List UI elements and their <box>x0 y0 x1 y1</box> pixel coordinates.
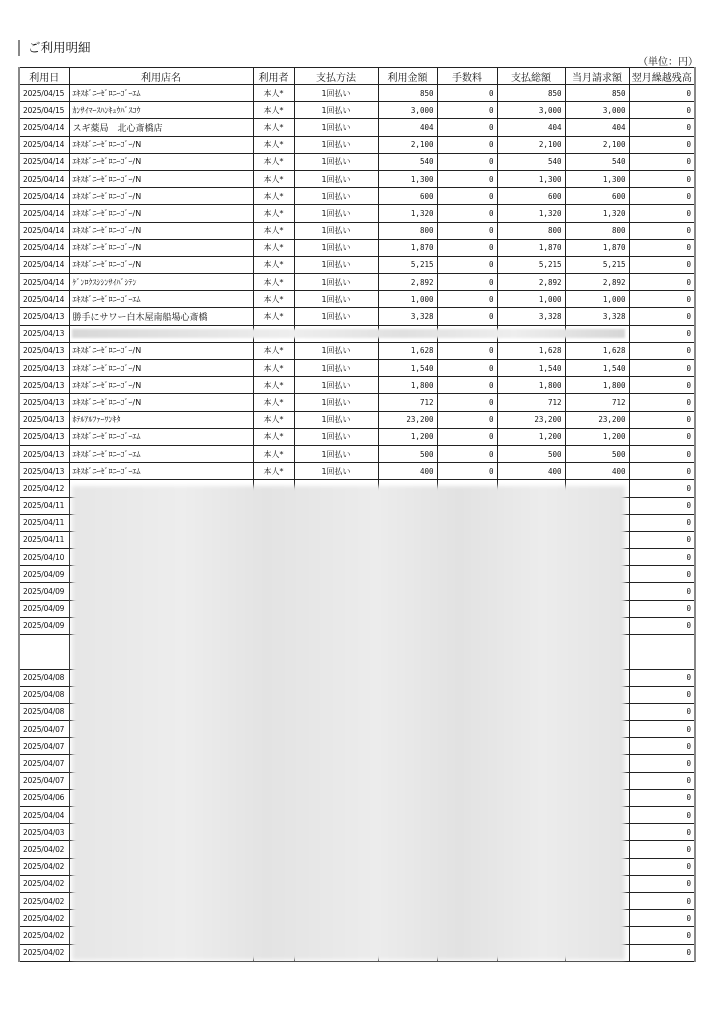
cell-total: 400 <box>497 463 565 480</box>
cell-user: 本人* <box>253 428 294 445</box>
cell-total: 1,628 <box>497 342 565 359</box>
cell-carryover: 0 <box>629 514 695 531</box>
cell-carryover: 0 <box>629 566 695 583</box>
cell-user: 本人* <box>253 256 294 273</box>
cell-fee: 0 <box>437 222 497 239</box>
cell-payment-method: 1回払い <box>294 102 378 119</box>
cell-date: 2025/04/02 <box>19 927 69 944</box>
cell-amount: 600 <box>378 188 437 205</box>
cell-date: 2025/04/13 <box>19 411 69 428</box>
cell-carryover: 0 <box>629 308 695 325</box>
cell-carryover: 0 <box>629 377 695 394</box>
cell-amount: 23,200 <box>378 411 437 428</box>
cell-billing: 540 <box>565 153 629 170</box>
cell-fee: 0 <box>437 205 497 222</box>
cell-date: 2025/04/14 <box>19 170 69 187</box>
cell-total: 3,000 <box>497 102 565 119</box>
header-payment-method: 支払方法 <box>294 68 378 85</box>
cell-date: 2025/04/04 <box>19 807 69 824</box>
cell-carryover: 0 <box>629 617 695 634</box>
cell-carryover: 0 <box>629 153 695 170</box>
cell-carryover: 0 <box>629 910 695 927</box>
cell-carryover: 0 <box>629 583 695 600</box>
cell-store: ｴｷｽﾎﾞﾆｰｾﾞﾛﾆｰｺﾞｰ/N <box>69 205 253 222</box>
cell-date: 2025/04/15 <box>19 102 69 119</box>
cell-date: 2025/04/15 <box>19 85 69 102</box>
cell-date: 2025/04/03 <box>19 824 69 841</box>
cell-date: 2025/04/07 <box>19 721 69 738</box>
cell-amount: 1,200 <box>378 428 437 445</box>
cell-billing: 5,215 <box>565 256 629 273</box>
cell-user: 本人* <box>253 170 294 187</box>
cell-fee: 0 <box>437 445 497 462</box>
cell-billing: 1,200 <box>565 428 629 445</box>
cell-total: 800 <box>497 222 565 239</box>
cell-billing: 2,100 <box>565 136 629 153</box>
table-row <box>19 85 695 102</box>
cell-total: 3,328 <box>497 308 565 325</box>
cell-payment-method: 1回払い <box>294 153 378 170</box>
cell-billing: 1,320 <box>565 205 629 222</box>
cell-store: ｴｷｽﾎﾞﾆｰｾﾞﾛﾆｰｺﾞｰｴﾑ <box>69 463 253 480</box>
cell-user: 本人* <box>253 222 294 239</box>
cell-billing: 1,540 <box>565 360 629 377</box>
cell-total: 600 <box>497 188 565 205</box>
cell-user: 本人* <box>253 463 294 480</box>
redacted-area <box>72 329 625 338</box>
header-date: 利用日 <box>19 68 69 85</box>
cell-total: 1,320 <box>497 205 565 222</box>
cell-fee: 0 <box>437 377 497 394</box>
cell-amount: 1,300 <box>378 170 437 187</box>
cell-payment-method: 1回払い <box>294 394 378 411</box>
cell-date: 2025/04/02 <box>19 858 69 875</box>
cell-store: ｴｷｽﾎﾞﾆｰｾﾞﾛﾆｰｺﾞｰ/N <box>69 256 253 273</box>
table-row <box>19 377 695 394</box>
cell-payment-method: 1回払い <box>294 85 378 102</box>
cell-date: 2025/04/02 <box>19 875 69 892</box>
cell-date: 2025/04/02 <box>19 841 69 858</box>
cell-carryover <box>629 635 695 670</box>
cell-carryover: 0 <box>629 824 695 841</box>
cell-carryover: 0 <box>629 205 695 222</box>
cell-fee: 0 <box>437 308 497 325</box>
cell-date: 2025/04/13 <box>19 394 69 411</box>
table-row <box>19 205 695 222</box>
cell-date: 2025/04/09 <box>19 566 69 583</box>
cell-user: 本人* <box>253 377 294 394</box>
cell-billing: 712 <box>565 394 629 411</box>
cell-total: 404 <box>497 119 565 136</box>
cell-amount: 1,000 <box>378 291 437 308</box>
cell-date: 2025/04/13 <box>19 308 69 325</box>
table-row <box>19 360 695 377</box>
cell-carryover: 0 <box>629 497 695 514</box>
cell-fee: 0 <box>437 291 497 308</box>
header-billing: 当月請求額 <box>565 68 629 85</box>
cell-carryover: 0 <box>629 669 695 686</box>
cell-billing: 1,870 <box>565 239 629 256</box>
cell-amount: 712 <box>378 394 437 411</box>
cell-amount: 1,870 <box>378 239 437 256</box>
redacted-area <box>72 486 625 960</box>
cell-total: 1,800 <box>497 377 565 394</box>
cell-carryover: 0 <box>629 807 695 824</box>
table-row <box>19 274 695 291</box>
cell-store: ﾎﾃﾙｱﾙﾌｧｰﾜﾝｷﾀ <box>69 411 253 428</box>
cell-amount: 2,100 <box>378 136 437 153</box>
cell-fee: 0 <box>437 119 497 136</box>
cell-billing: 2,892 <box>565 274 629 291</box>
cell-fee: 0 <box>437 239 497 256</box>
cell-billing: 500 <box>565 445 629 462</box>
cell-date: 2025/04/02 <box>19 944 69 961</box>
cell-carryover: 0 <box>629 841 695 858</box>
cell-carryover: 0 <box>629 411 695 428</box>
cell-date: 2025/04/13 <box>19 342 69 359</box>
cell-billing: 1,628 <box>565 342 629 359</box>
cell-carryover: 0 <box>629 102 695 119</box>
cell-fee: 0 <box>437 411 497 428</box>
cell-user: 本人* <box>253 153 294 170</box>
cell-amount: 850 <box>378 85 437 102</box>
cell-fee: 0 <box>437 394 497 411</box>
cell-total: 850 <box>497 85 565 102</box>
cell-total: 1,000 <box>497 291 565 308</box>
cell-amount: 400 <box>378 463 437 480</box>
cell-user: 本人* <box>253 308 294 325</box>
cell-store: ｴｷｽﾎﾞﾆｰｾﾞﾛﾆｰｺﾞｰｴﾑ <box>69 85 253 102</box>
cell-user: 本人* <box>253 291 294 308</box>
cell-date: 2025/04/07 <box>19 755 69 772</box>
cell-fee: 0 <box>437 274 497 291</box>
cell-payment-method: 1回払い <box>294 256 378 273</box>
cell-date: 2025/04/14 <box>19 119 69 136</box>
cell-store: ｴｷｽﾎﾞﾆｰｾﾞﾛﾆｰｺﾞｰｴﾑ <box>69 428 253 445</box>
cell-total: 540 <box>497 153 565 170</box>
cell-carryover: 0 <box>629 274 695 291</box>
cell-carryover: 0 <box>629 755 695 772</box>
cell-payment-method: 1回払い <box>294 377 378 394</box>
cell-fee: 0 <box>437 102 497 119</box>
cell-carryover: 0 <box>629 789 695 806</box>
cell-store: ｴｷｽﾎﾞﾆｰｾﾞﾛﾆｰｺﾞｰ/N <box>69 136 253 153</box>
cell-fee: 0 <box>437 256 497 273</box>
cell-amount: 1,628 <box>378 342 437 359</box>
cell-date: 2025/04/08 <box>19 703 69 720</box>
cell-store: ｴｷｽﾎﾞﾆｰｾﾞﾛﾆｰｺﾞｰ/N <box>69 342 253 359</box>
cell-payment-method: 1回払い <box>294 274 378 291</box>
cell-carryover: 0 <box>629 721 695 738</box>
cell-carryover: 0 <box>629 445 695 462</box>
cell-amount: 3,000 <box>378 102 437 119</box>
cell-user: 本人* <box>253 136 294 153</box>
cell-store: ｴｷｽﾎﾞﾆｰｾﾞﾛﾆｰｺﾞｰ/N <box>69 222 253 239</box>
cell-fee: 0 <box>437 153 497 170</box>
cell-payment-method: 1回払い <box>294 428 378 445</box>
table-row <box>19 119 695 136</box>
header-amount: 利用金額 <box>378 68 437 85</box>
table-row <box>19 308 695 325</box>
cell-billing: 23,200 <box>565 411 629 428</box>
cell-date: 2025/04/11 <box>19 531 69 548</box>
cell-date: 2025/04/08 <box>19 669 69 686</box>
cell-billing: 404 <box>565 119 629 136</box>
cell-carryover: 0 <box>629 325 695 342</box>
cell-billing: 1,300 <box>565 170 629 187</box>
cell-total: 1,540 <box>497 360 565 377</box>
cell-total: 1,870 <box>497 239 565 256</box>
cell-date: 2025/04/07 <box>19 738 69 755</box>
cell-store: 勝手にサワー白木屋南船場心斎橋 <box>69 308 253 325</box>
cell-amount: 500 <box>378 445 437 462</box>
cell-payment-method: 1回払い <box>294 119 378 136</box>
header-user: 利用者 <box>253 68 294 85</box>
cell-user: 本人* <box>253 239 294 256</box>
unit-label: （単位：円） <box>638 57 698 68</box>
table-row <box>19 102 695 119</box>
cell-fee: 0 <box>437 85 497 102</box>
table-row <box>19 222 695 239</box>
cell-amount: 3,328 <box>378 308 437 325</box>
cell-user: 本人* <box>253 188 294 205</box>
cell-user: 本人* <box>253 411 294 428</box>
cell-total: 2,100 <box>497 136 565 153</box>
cell-date: 2025/04/13 <box>19 377 69 394</box>
cell-payment-method: 1回払い <box>294 308 378 325</box>
cell-fee: 0 <box>437 188 497 205</box>
cell-fee: 0 <box>437 463 497 480</box>
cell-billing: 800 <box>565 222 629 239</box>
table-row <box>19 136 695 153</box>
cell-date: 2025/04/14 <box>19 256 69 273</box>
cell-total: 5,215 <box>497 256 565 273</box>
cell-carryover: 0 <box>629 549 695 566</box>
cell-carryover: 0 <box>629 772 695 789</box>
cell-date: 2025/04/09 <box>19 583 69 600</box>
cell-carryover: 0 <box>629 892 695 909</box>
cell-fee: 0 <box>437 428 497 445</box>
cell-fee: 0 <box>437 360 497 377</box>
cell-date: 2025/04/13 <box>19 428 69 445</box>
cell-total: 23,200 <box>497 411 565 428</box>
cell-payment-method: 1回払い <box>294 445 378 462</box>
cell-fee: 0 <box>437 170 497 187</box>
cell-store: ｴｷｽﾎﾞﾆｰｾﾞﾛﾆｰｺﾞｰ/N <box>69 394 253 411</box>
cell-carryover: 0 <box>629 858 695 875</box>
cell-total: 1,200 <box>497 428 565 445</box>
cell-date: 2025/04/14 <box>19 291 69 308</box>
table-row <box>19 188 695 205</box>
cell-billing: 1,800 <box>565 377 629 394</box>
cell-date: 2025/04/14 <box>19 136 69 153</box>
cell-carryover: 0 <box>629 428 695 445</box>
cell-user: 本人* <box>253 102 294 119</box>
cell-user: 本人* <box>253 394 294 411</box>
cell-amount: 1,540 <box>378 360 437 377</box>
cell-date <box>19 635 69 670</box>
cell-payment-method: 1回払い <box>294 136 378 153</box>
cell-date: 2025/04/14 <box>19 222 69 239</box>
cell-date: 2025/04/02 <box>19 910 69 927</box>
cell-carryover: 0 <box>629 944 695 961</box>
cell-carryover: 0 <box>629 875 695 892</box>
page-title: ご利用明細 <box>18 40 91 56</box>
cell-amount: 2,892 <box>378 274 437 291</box>
cell-carryover: 0 <box>629 463 695 480</box>
table-row <box>19 256 695 273</box>
cell-store: ｶﾝｻｲﾏｰｽﾊﾝｷｭｳﾊﾞｽｺｳ <box>69 102 253 119</box>
header-row <box>19 68 695 85</box>
cell-carryover: 0 <box>629 360 695 377</box>
cell-store: ｴｷｽﾎﾞﾆｰｾﾞﾛﾆｰｺﾞｰ/N <box>69 377 253 394</box>
cell-date: 2025/04/09 <box>19 617 69 634</box>
cell-billing: 400 <box>565 463 629 480</box>
cell-payment-method: 1回払い <box>294 342 378 359</box>
cell-total: 2,892 <box>497 274 565 291</box>
cell-date: 2025/04/14 <box>19 205 69 222</box>
cell-carryover: 0 <box>629 531 695 548</box>
cell-carryover: 0 <box>629 394 695 411</box>
cell-total: 1,300 <box>497 170 565 187</box>
cell-user: 本人* <box>253 274 294 291</box>
cell-date: 2025/04/06 <box>19 789 69 806</box>
cell-store: スギ薬局 北心斎橋店 <box>69 119 253 136</box>
cell-date: 2025/04/13 <box>19 445 69 462</box>
cell-billing: 850 <box>565 85 629 102</box>
cell-amount: 1,800 <box>378 377 437 394</box>
header-total: 支払総額 <box>497 68 565 85</box>
cell-billing: 600 <box>565 188 629 205</box>
cell-store: ｹﾞﾝﾛｸｽｼｼﾝｻｲﾊﾞｼﾃﾝ <box>69 274 253 291</box>
cell-date: 2025/04/14 <box>19 153 69 170</box>
cell-date: 2025/04/11 <box>19 497 69 514</box>
cell-carryover: 0 <box>629 291 695 308</box>
cell-store: ｴｷｽﾎﾞﾆｰｾﾞﾛﾆｰｺﾞｰ/N <box>69 188 253 205</box>
cell-payment-method: 1回払い <box>294 170 378 187</box>
cell-store: ｴｷｽﾎﾞﾆｰｾﾞﾛﾆｰｺﾞｰｴﾑ <box>69 291 253 308</box>
cell-date: 2025/04/08 <box>19 686 69 703</box>
cell-date: 2025/04/10 <box>19 549 69 566</box>
cell-amount: 5,215 <box>378 256 437 273</box>
cell-user: 本人* <box>253 360 294 377</box>
cell-billing: 1,000 <box>565 291 629 308</box>
cell-fee: 0 <box>437 342 497 359</box>
cell-carryover: 0 <box>629 119 695 136</box>
table-row <box>19 463 695 480</box>
cell-carryover: 0 <box>629 703 695 720</box>
cell-user: 本人* <box>253 85 294 102</box>
cell-store: ｴｷｽﾎﾞﾆｰｾﾞﾛﾆｰｺﾞｰ/N <box>69 360 253 377</box>
cell-amount: 800 <box>378 222 437 239</box>
cell-date: 2025/04/09 <box>19 600 69 617</box>
table-row <box>19 394 695 411</box>
table-row <box>19 411 695 428</box>
cell-payment-method: 1回払い <box>294 463 378 480</box>
cell-payment-method: 1回払い <box>294 360 378 377</box>
cell-date: 2025/04/13 <box>19 463 69 480</box>
header-fee: 手数料 <box>437 68 497 85</box>
header-store: 利用店名 <box>69 68 253 85</box>
cell-fee: 0 <box>437 136 497 153</box>
cell-date: 2025/04/13 <box>19 360 69 377</box>
cell-amount: 404 <box>378 119 437 136</box>
cell-amount: 1,320 <box>378 205 437 222</box>
table-row <box>19 239 695 256</box>
cell-payment-method: 1回払い <box>294 205 378 222</box>
cell-date: 2025/04/11 <box>19 514 69 531</box>
cell-billing: 3,000 <box>565 102 629 119</box>
cell-store: ｴｷｽﾎﾞﾆｰｾﾞﾛﾆｰｺﾞｰ/N <box>69 170 253 187</box>
cell-user: 本人* <box>253 119 294 136</box>
table-row <box>19 153 695 170</box>
cell-total: 712 <box>497 394 565 411</box>
cell-user: 本人* <box>253 205 294 222</box>
cell-date: 2025/04/07 <box>19 772 69 789</box>
cell-user: 本人* <box>253 342 294 359</box>
cell-carryover: 0 <box>629 738 695 755</box>
table-row <box>19 428 695 445</box>
cell-carryover: 0 <box>629 170 695 187</box>
cell-payment-method: 1回払い <box>294 188 378 205</box>
cell-user: 本人* <box>253 445 294 462</box>
cell-date: 2025/04/02 <box>19 892 69 909</box>
cell-billing: 3,328 <box>565 308 629 325</box>
cell-carryover: 0 <box>629 686 695 703</box>
cell-store: ｴｷｽﾎﾞﾆｰｾﾞﾛﾆｰｺﾞｰ/N <box>69 153 253 170</box>
cell-payment-method: 1回払い <box>294 291 378 308</box>
cell-store: ｴｷｽﾎﾞﾆｰｾﾞﾛﾆｰｺﾞｰ/N <box>69 239 253 256</box>
cell-payment-method: 1回払い <box>294 239 378 256</box>
cell-carryover: 0 <box>629 222 695 239</box>
cell-date: 2025/04/14 <box>19 188 69 205</box>
table-row <box>19 445 695 462</box>
cell-carryover: 0 <box>629 927 695 944</box>
cell-carryover: 0 <box>629 239 695 256</box>
cell-carryover: 0 <box>629 188 695 205</box>
cell-carryover: 0 <box>629 600 695 617</box>
header-carryover: 翌月繰越残高 <box>629 68 695 85</box>
table-row <box>19 342 695 359</box>
cell-payment-method: 1回払い <box>294 411 378 428</box>
cell-date: 2025/04/13 <box>19 325 69 342</box>
cell-total: 500 <box>497 445 565 462</box>
cell-carryover: 0 <box>629 342 695 359</box>
cell-store: ｴｷｽﾎﾞﾆｰｾﾞﾛﾆｰｺﾞｰｴﾑ <box>69 445 253 462</box>
cell-carryover: 0 <box>629 85 695 102</box>
cell-payment-method: 1回払い <box>294 222 378 239</box>
table-row <box>19 170 695 187</box>
cell-carryover: 0 <box>629 480 695 497</box>
cell-carryover: 0 <box>629 256 695 273</box>
cell-date: 2025/04/14 <box>19 274 69 291</box>
table-row <box>19 291 695 308</box>
cell-date: 2025/04/14 <box>19 239 69 256</box>
cell-amount: 540 <box>378 153 437 170</box>
cell-date: 2025/04/12 <box>19 480 69 497</box>
cell-carryover: 0 <box>629 136 695 153</box>
